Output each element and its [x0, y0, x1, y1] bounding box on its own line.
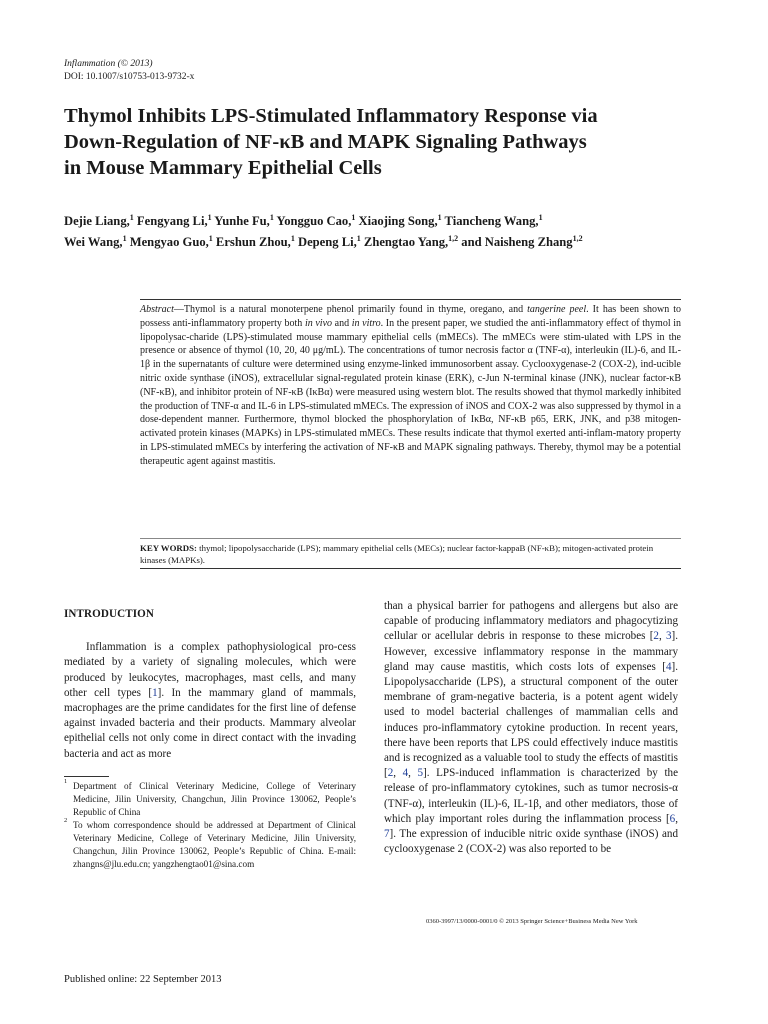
text-run: . In the present paper, we studied the anti-inflammatory effect of thymol in lipopolysac-charide (LPS)-stimulated mouse mammary epithelial cells (mMECs). The mMECs were stim-ulated with LPS in the presence or absence of thymol (10, 20, 40 μg/mL). The concentrations of tumor necrosis factor α (TNF-α), interleukin (IL)-6, and IL-1β in the supernatants of culture were determined using enzyme-linked immunosorbent assay. Cyclooxygenase-2 (COX-2), ind-ucible nitric oxide synthase (iNOS), extracellular signal-regulated protein kinase (ERK), c-Jun N-terminal kinase (JNK), nuclear factor-κB (NF-κB), and inhibitor protein of NF-κB (IκBα) were measured using western blot. The results showed that thymol markedly inhibited the production of TNF-α and IL-6 in LPS-stimulated mMECs. The expression of iNOS and COX-2 was also suppressed by thymol in a dose-dependent manner. Furthermore, thymol blocked the phosphorylation of IκBα, NF-κB p65, ERK, JNK, and p38 mitogen-activated protein kinases (MAPKs) in LPS-stimulated mMECs. These results indicate that thymol exerted anti-inflam-matory property in LPS-stimulated mMECs by interfering the activation of NF-κB and MAPK signaling pathways. Thereby, thymol may be a potential therapeutic agent against mastitis. [140, 317, 682, 467]
affiliation-marker: 1 [269, 213, 274, 222]
abstract [140, 303, 681, 469]
abstract-keywords-rule [140, 538, 681, 539]
copyright-line: 0360-3997/13/0000-0001/0 © 2013 Springer Science+Business Media New York [426, 918, 638, 925]
author-name: and Naisheng Zhang [458, 235, 573, 249]
author-name: Zhengtao Yang, [360, 235, 449, 249]
affiliation-marker: 1 [538, 213, 543, 222]
keywords [140, 542, 681, 566]
published-date: Published online: 22 September 2013 [64, 974, 222, 985]
author-name: Dejie Liang, [64, 214, 130, 228]
author-name: Depeng Li, [294, 235, 357, 249]
text-run: , [408, 767, 418, 780]
text-run: ]. In the mammary gland of mammals, macrophages are the prime candidates for the first line of defense against invaded bacteria and their products. Mammary alveolar epithelial cells not only come in direct contact with the invading bacteria and act as more [64, 686, 356, 760]
citation-link[interactable]: 1 [152, 686, 158, 699]
italic-text: in vivo [304, 317, 333, 329]
footnote [64, 819, 356, 871]
text-run: Inflammation is a complex pathophysiological pro-cess mediated by a variety of signaling molecules, which were produced by leukocytes, macrophages, mast cells, and many other cell types [ [64, 641, 356, 699]
footnote [64, 780, 356, 819]
abstract-bottom-rule [140, 568, 681, 569]
affiliation-marker: 1 [208, 234, 213, 243]
text-run: —Thymol is a natural monoterpene phenol primarily found in thyme, oregano, and [173, 304, 528, 315]
text-run: ]. Lipopolysaccharide (LPS), a structural component of the outer membrane of gram-negative bacteria, is a potent agent widely used to model bacterial challenges of mammalian cells and induces pro-inflammatory cytokine production. In recent years, there have been reports that LPS could effectively induce mastitis and is recognized as a valuable tool to study the effects of mastitis [ [384, 660, 678, 780]
italic-text: Abstract [140, 304, 174, 315]
intro-paragraph-continued [384, 599, 678, 857]
text-run: , [393, 767, 403, 780]
author-name: Wei Wang, [64, 235, 123, 249]
author-name: Mengyao Guo, [126, 235, 209, 249]
text-run: ]. LPS-induced inflammation is characterized by the release of pro-inflammatory cytokines, such as tumor necrosis-α (TNF-α), interleukin (IL)-6, IL-1β, and other mediators, those of which play important roles during the inflammation process [ [384, 767, 679, 825]
author-line [64, 232, 724, 253]
text-run: ]. However, excessive inflammatory response in the mammary gland may cause mastitis, which costs lots of expenses [ [384, 630, 678, 673]
affiliation-marker: 1 [351, 213, 356, 222]
affiliation-marker: 1 [290, 234, 295, 243]
citation-link[interactable]: 4 [665, 660, 672, 673]
title-line: Thymol Inhibits LPS-Stimulated Inflammatory Response via [64, 105, 598, 127]
column-left [64, 607, 356, 762]
author-name: Tiancheng Wang, [441, 214, 539, 228]
text-run: ]. The expression of inducible nitric oxide synthase (iNOS) and cyclooxygenase 2 (COX-2) was also reported to be [384, 828, 678, 856]
intro-paragraph [64, 640, 356, 762]
footnote-rule [64, 776, 109, 777]
text-run: and [332, 317, 352, 329]
citation-link[interactable]: 2 [653, 630, 659, 643]
affiliation-marker: 1 [122, 234, 127, 243]
paper-title [64, 103, 714, 181]
title-line: Down-Regulation of NF-κB and MAPK Signaling Pathways [64, 131, 587, 153]
text-run: . It has been shown to possess anti-inflammatory property both [140, 304, 681, 329]
citation-link[interactable]: 4 [402, 767, 409, 780]
citation-link[interactable]: 5 [417, 767, 424, 780]
affiliation-marker: 1 [356, 234, 361, 243]
citation-link[interactable]: 6 [669, 812, 676, 825]
keywords-text: thymol; lipopolysaccharide (LPS); mammary epithelial cells (MECs); nuclear factor-kappaB (NF-κB); mitogen-activated protein kinases (MAPKs). [140, 543, 654, 565]
author-name: Ershun Zhou, [212, 235, 291, 249]
text-run: , [675, 812, 678, 825]
author-list [64, 211, 724, 253]
section-heading: INTRODUCTION [64, 608, 154, 620]
text-run: , [658, 630, 666, 643]
author-name: Yunhe Fu, [211, 214, 270, 228]
author-name: Fengyang Li, [133, 214, 208, 228]
affiliation-marker: 1,2 [572, 234, 583, 243]
author-name: Yongguo Cao, [273, 214, 352, 228]
affiliation-marker: 1 [207, 213, 212, 222]
keywords-label: KEY WORDS: [140, 543, 197, 553]
italic-text: in vitro [351, 317, 381, 329]
footnote-number: 1 [64, 778, 68, 785]
journal-name: Inflammation (© 2013) [64, 59, 153, 69]
citation-link[interactable]: 7 [384, 828, 390, 841]
affiliation-marker: 1 [437, 213, 442, 222]
doi: DOI: 10.1007/s10753-013-9732-x [64, 72, 195, 82]
author-name: Xiaojing Song, [355, 214, 438, 228]
column-right [384, 599, 678, 857]
footnote-text: Department of Clinical Veterinary Medicine, College of Veterinary Medicine, Jilin University, Changchun, Jilin Province 130062, People’s Republic of China [73, 781, 356, 817]
title-line: in Mouse Mammary Epithelial Cells [64, 157, 382, 179]
affiliation-marker: 1,2 [448, 234, 459, 243]
footnotes [64, 780, 356, 871]
text-run: than a physical barrier for pathogens and allergens but also are capable of producing inflammatory mediators and phagocytizing cellular or acellular debris in response to these microbes [ [384, 600, 678, 643]
citation-link[interactable]: 3 [665, 630, 672, 643]
affiliation-marker: 1 [129, 213, 134, 222]
author-line [64, 211, 724, 232]
footnote-text: To whom correspondence should be addressed at Department of Clinical Veterinary Medicine, College of Veterinary Medicine, Jilin University, Changchun, Jilin Province 130062, People’s Republic of China. E-mail: zhangns@jlu.edu.cn; yangzhengtao01@sina.com [73, 820, 356, 869]
abstract-top-rule [140, 299, 681, 300]
citation-link[interactable]: 2 [387, 767, 394, 780]
italic-text: tangerine peel [527, 304, 587, 315]
footnote-number: 2 [64, 817, 68, 824]
